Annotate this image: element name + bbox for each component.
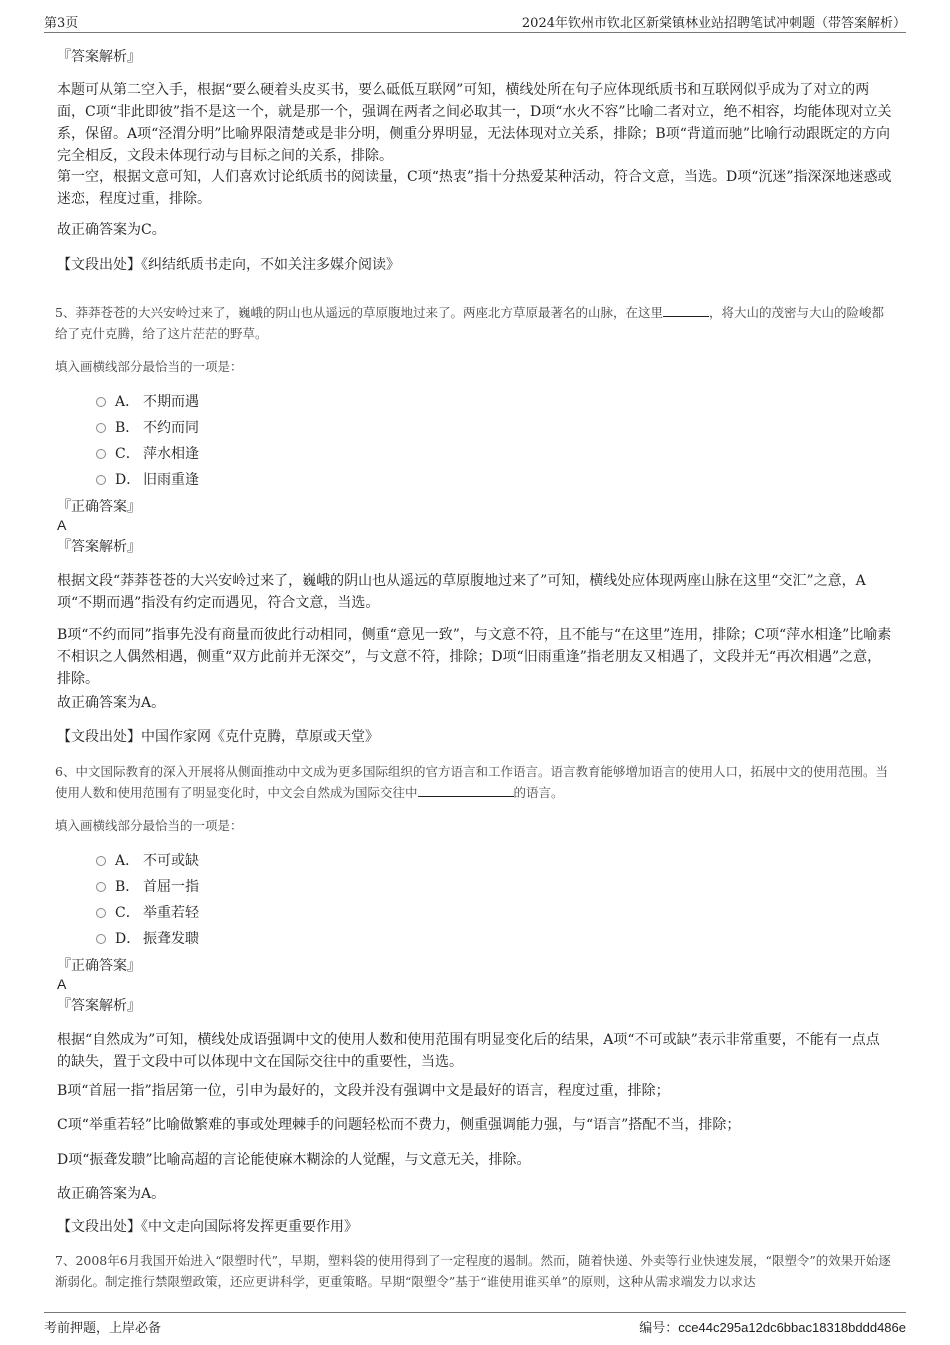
q6-stem-after: 的语言。 [513, 785, 564, 800]
q6-analysis-label: 『答案解析』 [57, 998, 141, 1014]
q5-hint: 填入画横线部分最恰当的一项是： [55, 359, 243, 374]
q6-option-d[interactable]: D． 振聋发聩 [96, 929, 199, 949]
q5-stem-before: 5、莽莽苍苍的大兴安岭过来了，巍峨的阴山也从遥远的草原腹地过来了。两座北方草原最著名的山脉，在这里 [55, 305, 663, 320]
q6-correct-label: 『正确答案』 [57, 958, 141, 974]
q7-stem: 7、2008年6月我国开始进入“限塑时代”，早期，塑料袋的使用得到了一定程度的遏制。然而，随着快递、外卖等行业快速发展，“限塑令”的效果开始逐渐弱化。制定推行禁限塑政策，还应更讲科学，更重策略。早期“限塑令”基于“谁使用谁买单”的原则，这种从需求端发力以求达 [55, 1253, 891, 1289]
q5-stem-after: ，将大山的茂密与大山的险峻都给了克什克腾，给了这片茫茫的野草。 [55, 305, 884, 341]
q5-option-c[interactable]: C． 萍水相逢 [96, 444, 199, 464]
q6-source: 【文段出处】《中文走向国际将发挥更重要作用》 [57, 1219, 358, 1235]
q4-analysis-p1: 本题可从第二空入手，根据“要么硬着头皮买书，要么砥低互联网”可知，横线处所在句子应体现纸质书和互联网似乎成为了对立的两面，C项“非此即彼”指不是这一个，就是那一个，强调在两者之间必取其一，D项“水火不容”比喻二者对立，绝不相容，均能体现对立关系，保留。A项“泾渭分明”比喻界限清楚或是非分明，侧重分界明显，无法体现对立关系，排除；B项“背道而驰”比喻行动跟既定的方向完全相反，文段未体现行动与目标之间的关系，排除。 [57, 82, 892, 164]
radio-icon[interactable] [96, 397, 106, 407]
q6-analysis-p2: B项“首屈一指”指居第一位，引申为最好的，文段并没有强调中文是最好的语言，程度过重，排除； [57, 1083, 670, 1099]
page-footer [44, 1312, 906, 1335]
radio-icon[interactable] [96, 449, 106, 459]
q5-blank [663, 302, 709, 317]
q5-stem [55, 302, 895, 344]
document-code [639, 1317, 906, 1336]
q5-option-d[interactable]: D． 旧雨重逢 [96, 470, 199, 490]
radio-icon[interactable] [96, 856, 106, 866]
footer-slogan: 考前押题，上岸必备 [44, 1321, 162, 1336]
q6-stem [55, 761, 895, 803]
q6-option-c[interactable]: C． 举重若轻 [96, 903, 199, 923]
q6-option-b[interactable]: B． 首屈一指 [96, 877, 199, 897]
q6-hint: 填入画横线部分最恰当的一项是： [55, 818, 243, 833]
q5-correct-label: 『正确答案』 [57, 499, 141, 515]
q6-analysis-p1: 根据“自然成为”可知，横线处成语强调中文的使用人数和使用范围有明显变化后的结果，A项“不可或缺”表示非常重要，不能有一点点的缺失，置于文段中可以体现中文在国际交往中的重要性，当选。 [57, 1032, 880, 1070]
q5-analysis-label: 『答案解析』 [57, 539, 141, 555]
q6-analysis-p3: C项“举重若轻”比喻做繁难的事或处理棘手的问题轻松而不费力，侧重强调能力强，与“语言”搭配不当，排除； [57, 1117, 741, 1133]
q5-option-b[interactable]: B． 不约而同 [96, 418, 199, 438]
q6-correct-answer: A [57, 976, 67, 992]
q6-stem-before: 6、中文国际教育的深入开展将从侧面推动中文成为更多国际组织的官方语言和工作语言。语言教育能够增加语言的使用人口，拓展中文的使用范围。当使用人数和使用范围有了明显变化时，中文会自然成为国际交往中 [55, 764, 888, 800]
q5-conclusion: 故正确答案为A。 [57, 695, 166, 711]
page-header [44, 10, 906, 33]
q6-conclusion: 故正确答案为A。 [57, 1186, 166, 1202]
q6-blank [418, 782, 514, 797]
q5-option-a[interactable]: A． 不期而遇 [96, 392, 199, 412]
q4-analysis-p2: 第一空，根据文意可知，人们喜欢讨论纸质书的阅读量，C项“热衷”指十分热爱某种活动，符合文意，当选。D项“沉迷”指深深地迷惑或迷恋，程度过重，排除。 [57, 169, 892, 207]
code-value: cce44c295a12dc6bbac18318bddd486e [678, 1320, 906, 1335]
radio-icon[interactable] [96, 882, 106, 892]
q4-conclusion: 故正确答案为C。 [57, 222, 166, 238]
q4-analysis-label: 『答案解析』 [57, 49, 141, 65]
q5-analysis-p2: B项“不约而同”指事先没有商量而彼此行动相同，侧重“意见一致”，与文意不符，且不能与“在这里”连用，排除；C项“萍水相逢”比喻素不相识之人偶然相遇，侧重“双方此前并无深交”，与文意不符，排除；D项“旧雨重逢”指老朋友又相遇了，文段并无“再次相遇”之意，排除。 [57, 627, 892, 687]
code-label: 编号： [639, 1321, 679, 1336]
q6-analysis-p4: D项“振聋发聩”比喻高超的言论能使麻木糊涂的人觉醒，与文意无关，排除。 [57, 1152, 531, 1168]
radio-icon[interactable] [96, 423, 106, 433]
q4-source: 【文段出处】《纠结纸质书走向，不如关注多媒介阅读》 [57, 257, 400, 273]
page-number: 第3页 [44, 16, 79, 31]
radio-icon[interactable] [96, 934, 106, 944]
q5-correct-answer: A [57, 517, 67, 533]
radio-icon[interactable] [96, 475, 106, 485]
q6-option-a[interactable]: A． 不可或缺 [96, 851, 199, 871]
q5-source: 【文段出处】中国作家网《克什克腾，草原或天堂》 [57, 729, 379, 745]
q5-analysis-p1: 根据文段“莽莽苍苍的大兴安岭过来了，巍峨的阴山也从遥远的草原腹地过来了”可知，横线处应体现两座山脉在这里“交汇”之意，A项“不期而遇”指没有约定而遇见，符合文意，当选。 [57, 573, 866, 611]
document-title: 2024年钦州市钦北区新棠镇林业站招聘笔试冲刺题（带答案解析） [521, 16, 906, 31]
radio-icon[interactable] [96, 908, 106, 918]
